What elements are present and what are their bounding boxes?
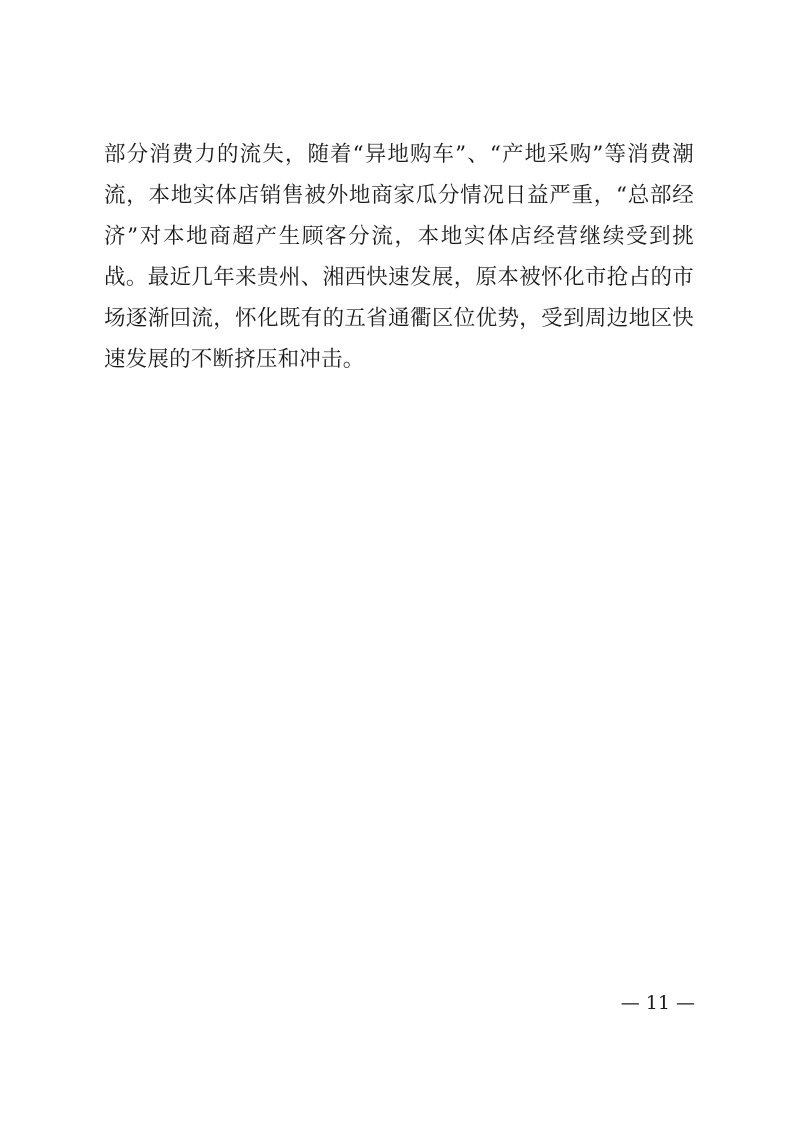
body-text-block: [104, 134, 694, 380]
footer-dash-right: —: [676, 992, 695, 1014]
page-number: 11: [645, 992, 670, 1014]
footer-dash-left: —: [620, 992, 640, 1014]
paragraph-1: 部分消费力的流失，随着“异地购车”、“产地采购”等消费潮流，本地实体店销售被外地商家瓜分情况日益严重，“总部经济”对本地商超产生顾客分流，本地实体店经营继续受到挑战。最近几年来贵州、湘西快速发展，原本被怀化市抢占的市场逐渐回流，怀化既有的五省通衢区位优势，受到周边地区快速发展的不断挤压和冲击。: [104, 142, 694, 372]
page-footer: [621, 992, 695, 1014]
